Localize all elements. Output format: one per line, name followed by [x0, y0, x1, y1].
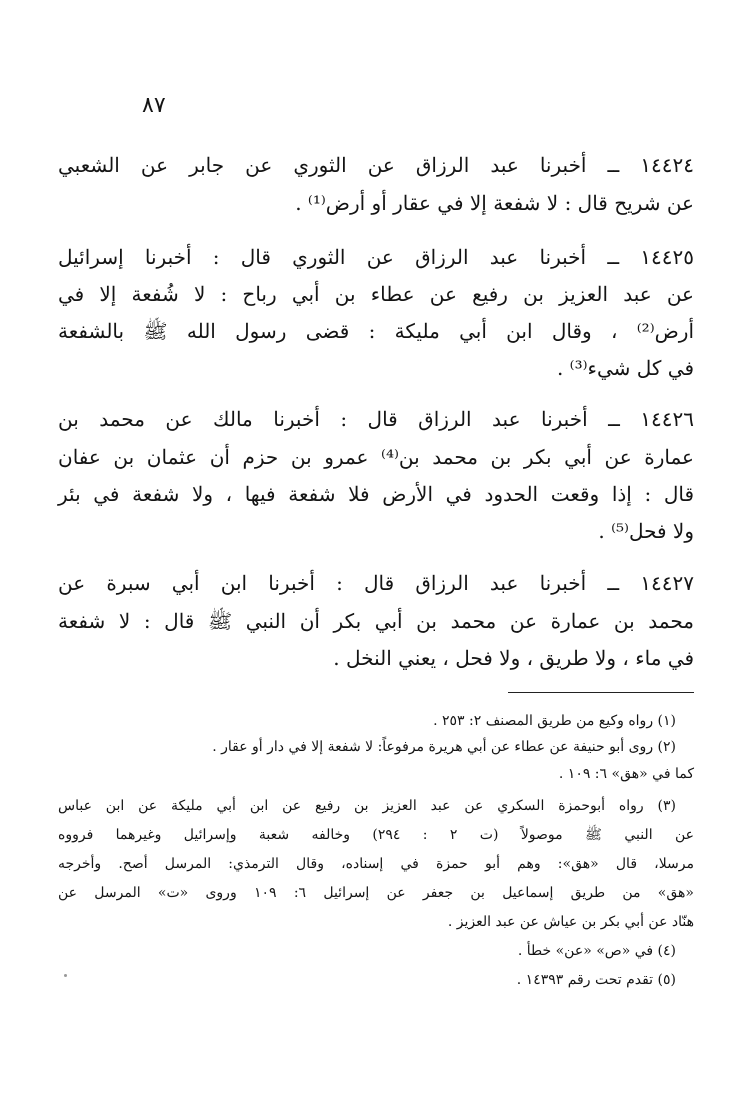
entry-3-line-4: ولا فحل⁽⁵⁾ .	[598, 519, 694, 543]
entry-3-line-2: عمارة عن أبي بكر بن محمد بن⁽⁴⁾ عمرو بن حزم أن عثمان بن عفان	[58, 445, 694, 469]
footnote-4: (٤) في «ص» «عن» خطأ .	[517, 943, 676, 959]
footnote-2: (٢) روى أبو حنيفة عن عطاء عن أبي هريرة مرفوعاً: لا شفعة إلا في دار أو عقار .	[212, 739, 676, 755]
entry-3-line-3: قال : إذا وقعت الحدود في الأرض فلا شفعة فيها ، ولا شفعة في بئر	[58, 482, 694, 506]
entry-2-line-2: عن عبد العزيز بن رفيع عن عطاء بن أبي رباح : لا شُفعة إلا في	[58, 282, 694, 306]
footnote-3-cont-4: هنّاد عن أبي بكر بن عياش عن عبد العزيز .	[447, 914, 694, 930]
entry-2-line-3: أرض⁽²⁾ ، وقال ابن أبي مليكة : قضى رسول الله ﷺ بالشفعة	[58, 319, 695, 343]
footnote-3-cont-3: «هق» من طريق إسماعيل بن جعفر عن إسرائيل ٦: ١٠٩ وروى «ت» المرسل عن	[58, 885, 694, 901]
footnote-3-cont-2: مرسلا، قال «هق»: وهم أبو حمزة في إسناده، وقال الترمذي: المرسل أصح. وأخرجه	[58, 856, 694, 872]
footnote-3-cont-1: عن النبي ﷺ موصولاً (ت ٢ : ٢٩٤) وخالفه شعبة وإسرائيل وغيرهما فرووه	[58, 827, 694, 843]
scan-speck	[64, 974, 67, 977]
entry-3-line-1: ١٤٤٢٦ ــ أخبرنا عبد الرزاق قال : أخبرنا مالك عن محمد بن	[58, 407, 694, 431]
entry-4-line-1: ١٤٤٢٧ ــ أخبرنا عبد الرزاق قال : أخبرنا ابن أبي سبرة عن	[58, 571, 694, 595]
entry-4-line-3: في ماء ، ولا طريق ، ولا فحل ، يعني النخل .	[333, 646, 694, 670]
footnote-5: (٥) تقدم تحت رقم ١٤٣٩٣ .	[516, 972, 676, 988]
footnote-divider	[508, 692, 694, 693]
footnote-3: (٣) رواه أبوحمزة السكري عن عبد العزيز بن رفيع عن ابن أبي مليكة عن ابن عباس	[58, 798, 676, 814]
entry-2-line-1: ١٤٤٢٥ ــ أخبرنا عبد الرزاق عن الثوري قال : أخبرنا إسرائيل	[58, 245, 694, 269]
entry-1-line-2: عن شريح قال : لا شفعة إلا في عقار أو أرض⁽¹⁾ .	[295, 191, 694, 215]
footnote-1: (١) رواه وكيع من طريق المصنف ٢: ٢٥٣ .	[433, 713, 676, 729]
entry-4-line-2: محمد بن عمارة عن محمد بن أبي بكر أن النبي ﷺ قال : لا شفعة	[58, 609, 694, 633]
footnote-2-cont: كما في «هق» ٦: ١٠٩ .	[558, 766, 694, 782]
page-number: ٨٧	[142, 93, 166, 118]
entry-2-line-4: في كل شيء⁽³⁾ .	[556, 356, 694, 380]
entry-1-line-1: ١٤٤٢٤ ــ أخبرنا عبد الرزاق عن الثوري عن جابر عن الشعبي	[58, 153, 694, 177]
